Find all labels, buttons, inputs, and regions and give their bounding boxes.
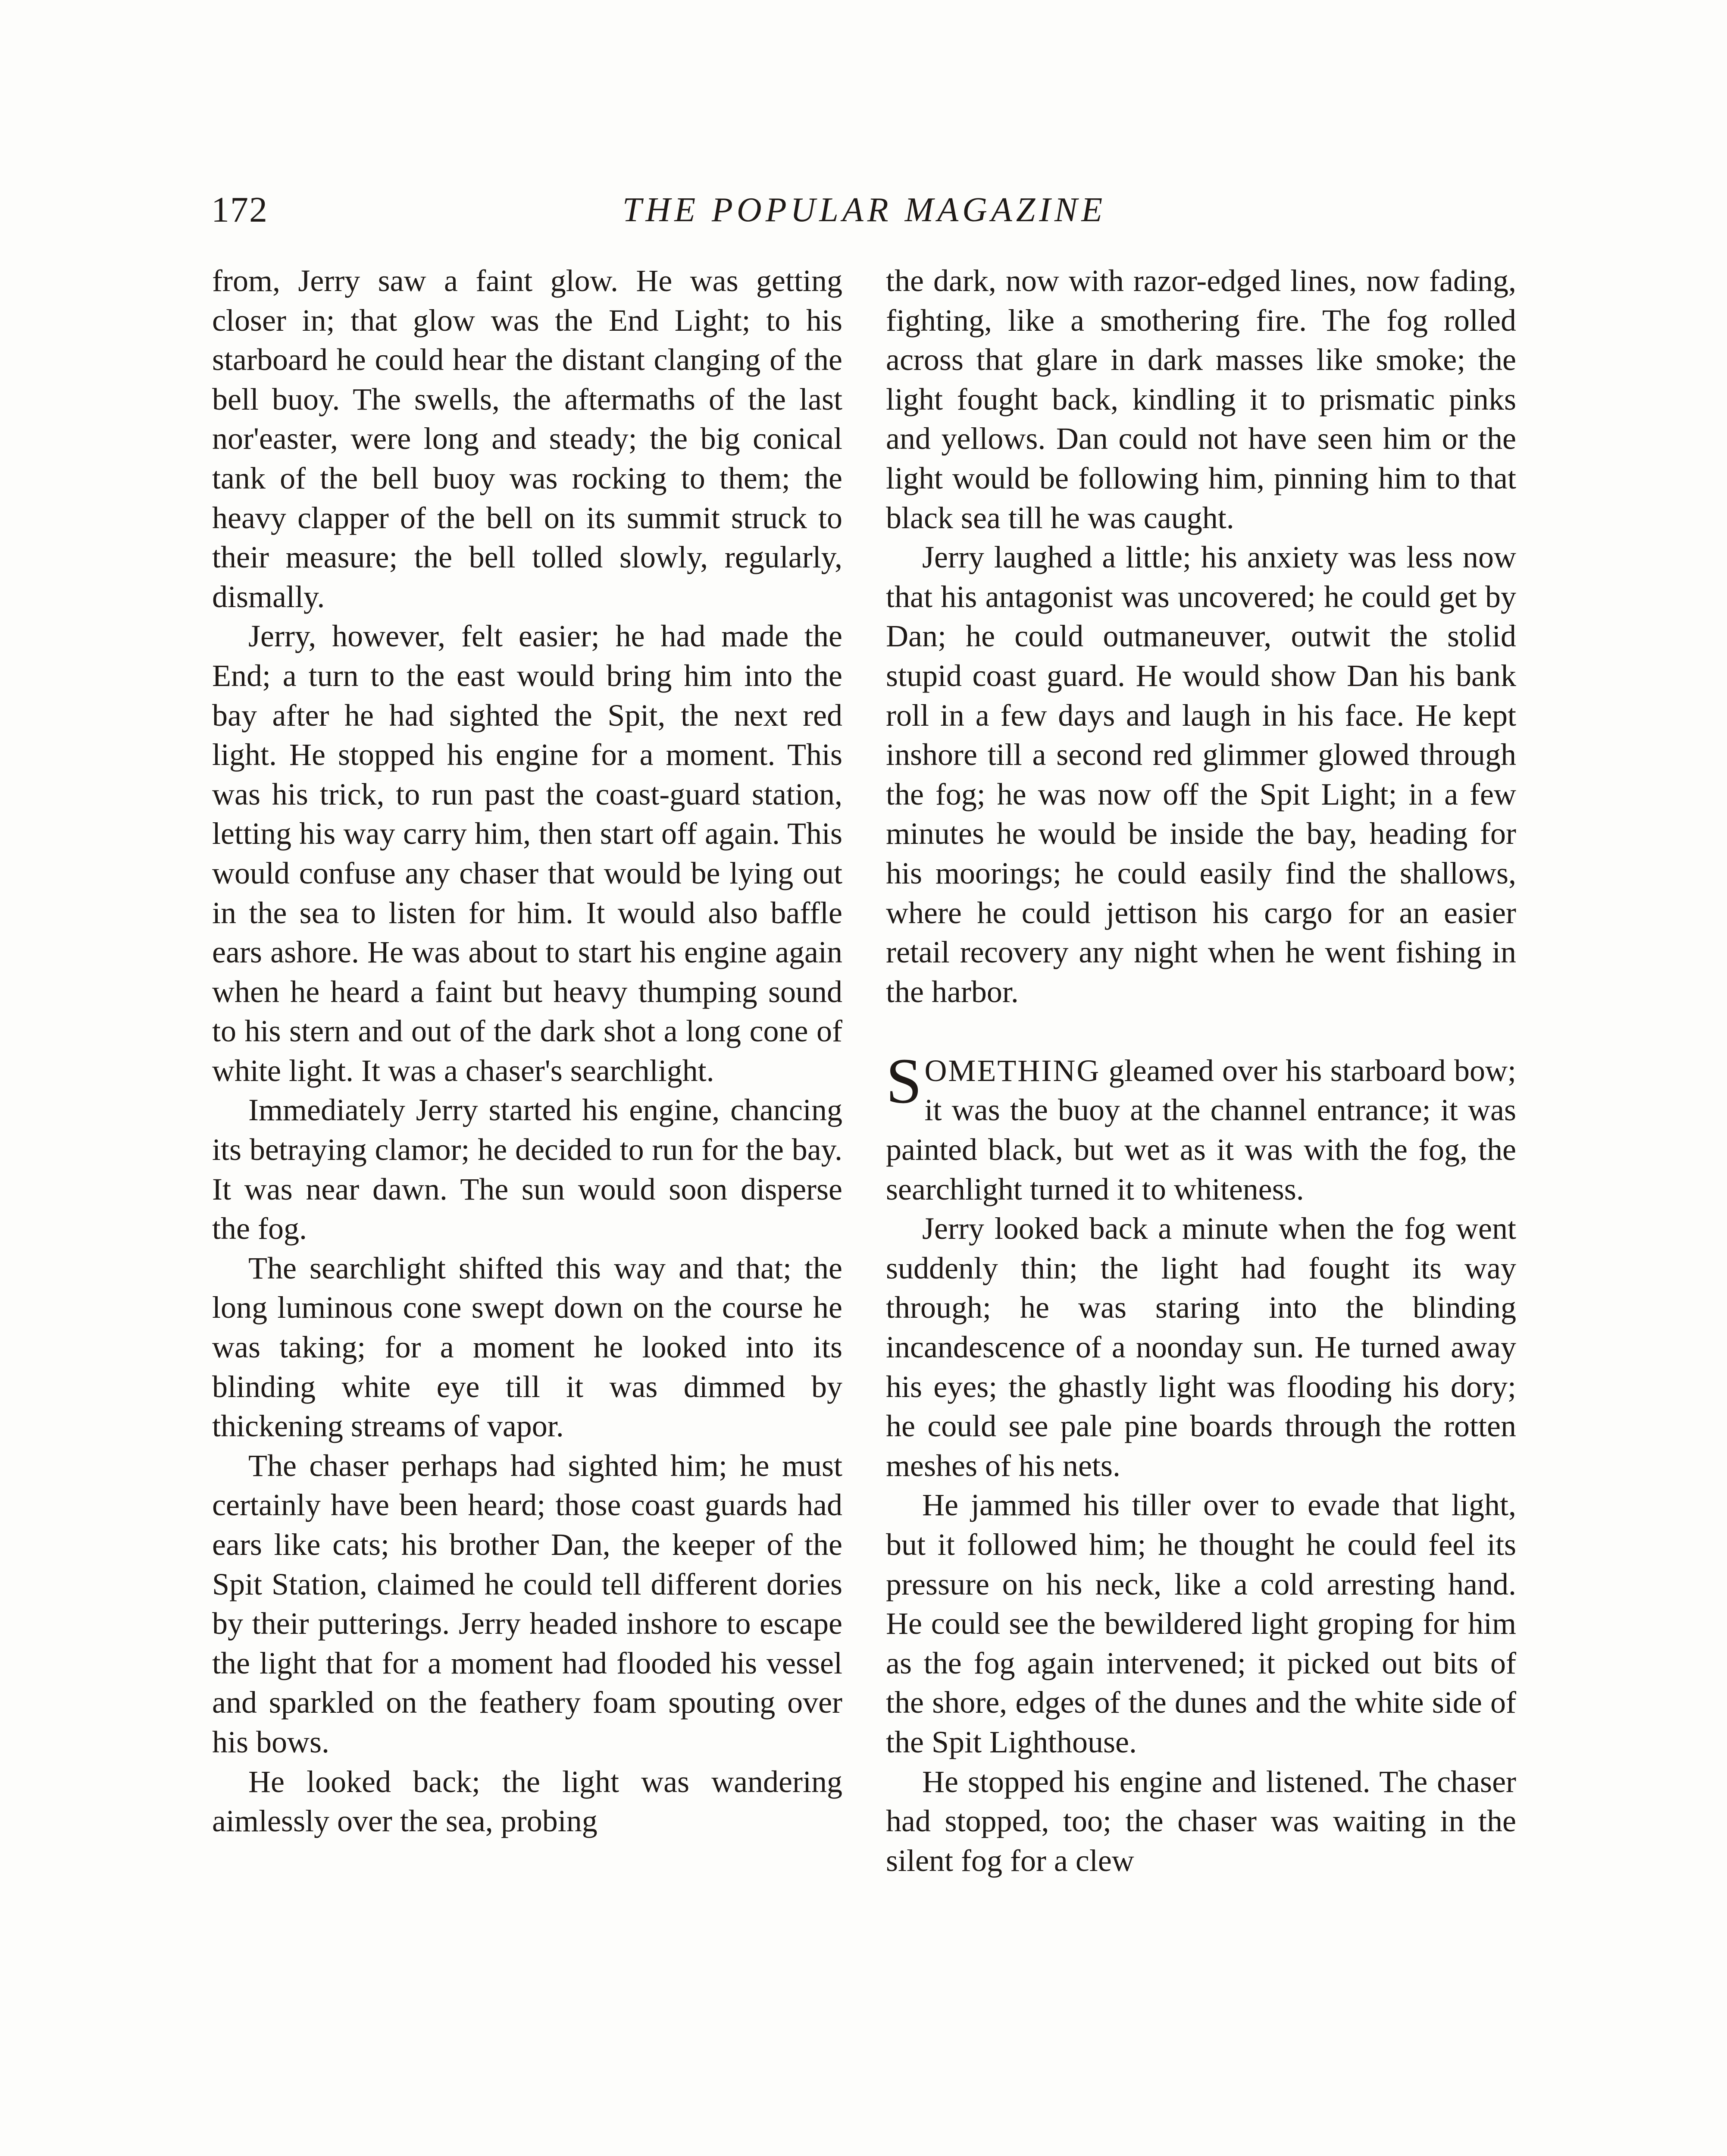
paragraph: He jammed his tiller over to evade that light, but it followed him; he thought he could feel its pressure on his neck, like a cold arresting hand. He could see the bewildered light groping for him as the fog again intervened; it picked out bits of the shore, edges of the dunes and the white side of the Spit Lighthouse.: [886, 1488, 1516, 1759]
section-break: [886, 1012, 1516, 1051]
paragraph: the dark, now with razor-edged lines, now fading, fighting, like a smothering fire. The fog rolled across that glare in dark masses like smoke; the light fought back, kindling it to prismatic pinks and yellows. Dan could not have seen him or the light would be following him, pinning him to that black sea till he was caught.: [886, 263, 1516, 535]
drop-cap: S: [886, 1045, 922, 1117]
running-head: [211, 186, 1517, 234]
paragraph: The chaser perhaps had sighted him; he must certainly have been heard; those coast guards had ears like cats; his brother Dan, the keeper of the Spit Station, claimed he could tell different dories by their putterings. Jerry headed inshore to escape the light that for a moment had flooded his vessel and sparkled on the feathery foam spouting over his bows.: [212, 1448, 842, 1759]
paragraph: Jerry laughed a little; his anxiety was less now that his antagonist was uncovered; he could get by Dan; he could outmaneuver, outwit the stolid stupid coast guard. He would show Dan his bank roll in a few days and laugh in his face. He kept inshore till a second red glimmer glowed through the fog; he was now off the Spit Light; in a few minutes he would be inside the bay, heading for his moorings; he could easily find the shallows, where he could jettison his cargo for an easier retail recovery any night when he went fishing in the harbor.: [886, 540, 1516, 1009]
paragraph: He stopped his engine and listened. The chaser had stopped, too; the chaser was waiting in the silent fog for a clew: [886, 1764, 1516, 1878]
paragraph: from, Jerry saw a faint glow. He was getting closer in; that glow was the End Light; to his starboard he could hear the distant clanging of the bell buoy. The swells, the aftermaths of the last nor'easter, were long and steady; the big conical tank of the bell buoy was rocking to them; the heavy clapper of the bell on its summit struck to their measure; the bell tolled slowly, regularly, dismally.: [212, 263, 842, 614]
small-caps-word: OMETHING: [924, 1053, 1101, 1088]
paragraph: He looked back; the light was wandering aimlessly over the sea, probing: [212, 1764, 842, 1839]
magazine-title: THE POPULAR MAGAZINE: [622, 191, 1107, 229]
left-column: [212, 261, 842, 1841]
paragraph: Jerry, however, felt easier; he had made the End; a turn to the east would bring him into the bay after he had sighted the Spit, the next red light. He stopped his engine for a moment. This was his trick, to run past the coast-guard station, letting his way carry him, then start off again. This would confuse any chaser that would be lying out in the sea to listen for him. It would also baffle ears ashore. He was about to start his engine again when he heard a faint but heavy thumping sound to his stern and out of the dark shot a long cone of white light. It was a chaser's searchlight.: [212, 619, 842, 1088]
paragraph: Jerry looked back a minute when the fog went suddenly thin; the light had fought its way through; he was staring into the blinding incandescence of a noonday sun. He turned away his eyes; the ghastly light was flooding his dory; he could see pale pine boards through the rotten meshes of his nets.: [886, 1211, 1516, 1483]
right-column: [886, 261, 1516, 1880]
page-number: 172: [211, 190, 268, 230]
paragraph: The searchlight shifted this way and that; the long luminous cone swept down on the course he was taking; for a moment he looked into its blinding white eye till it was dimmed by thickening streams of vapor.: [212, 1250, 842, 1444]
dropcap-paragraph: [886, 1045, 1516, 1209]
paragraph: Immediately Jerry started his engine, chancing its betraying clamor; he decided to run for the bay. It was near dawn. The sun would soon disperse the fog.: [212, 1093, 842, 1246]
dropcap-paragraph-text: gleamed over his starboard bow; it was the buoy at the channel entrance; it was painted black, but wet as it was with the fog, the searchlight turned it to whiteness.: [886, 1053, 1516, 1206]
